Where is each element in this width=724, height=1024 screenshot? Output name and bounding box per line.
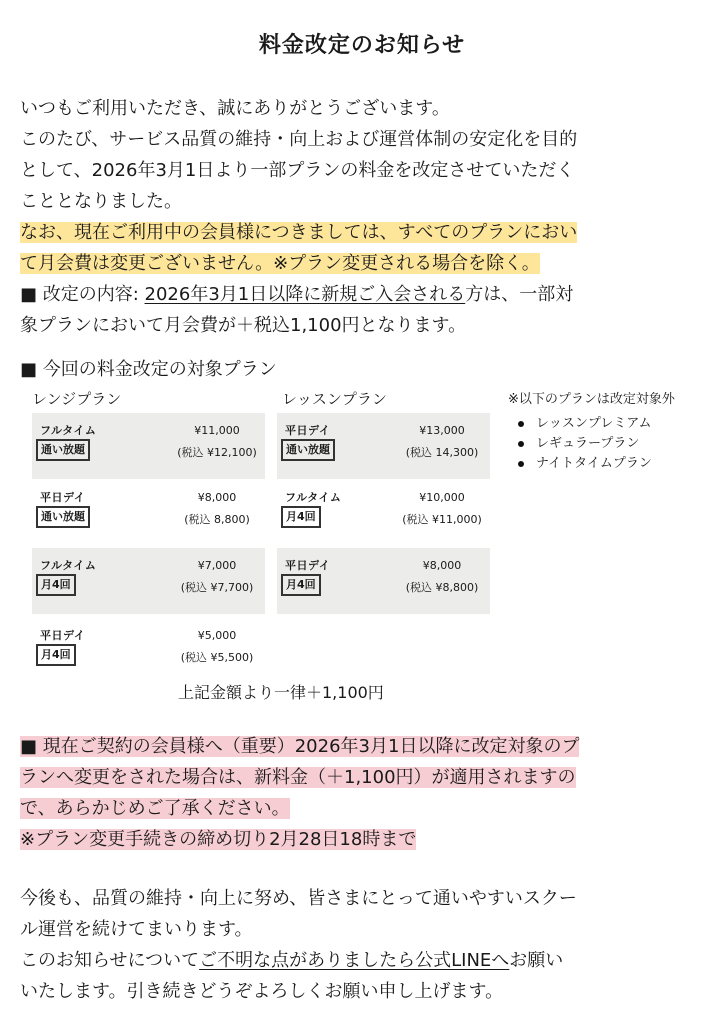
- highlighted-notice: て月会費は変更ございません。※プラン変更される場合を除く。: [20, 253, 540, 274]
- plan-badge: 月4回: [36, 644, 76, 666]
- plan-price: ¥10,000: [419, 491, 465, 504]
- intro-line: いつもご利用いただき、誠にありがとうございます。: [20, 98, 450, 119]
- plan-badge: 月4回: [281, 506, 321, 528]
- lesson-plan-heading: レッスンプラン: [282, 390, 387, 408]
- closing-line: ル運営を続けてまいります。: [20, 919, 253, 940]
- range-plan-heading: レンジプラン: [32, 390, 122, 408]
- range-plan-card: [32, 480, 265, 546]
- highlighted-notice: なお、現在ご利用中の会員様につきましては、すべてのプランにおい: [20, 222, 578, 243]
- important-line: で、あらかじめご了承ください。: [20, 798, 290, 819]
- notice-title: 料金改定のお知らせ: [258, 33, 466, 58]
- official-line-link[interactable]: ご不明な点がありましたら公式LINEへ: [199, 950, 510, 971]
- excluded-plan-item: ナイトタイムプラン: [510, 454, 652, 474]
- plan-name: 平日デイ: [40, 491, 86, 504]
- excluded-plan-item: レギュラープラン: [510, 434, 652, 454]
- lesson-plan-card: [277, 413, 490, 479]
- plan-name: 平日デイ: [285, 559, 331, 572]
- plans-section-title: ■ 今回の料金改定の対象プラン: [20, 359, 277, 380]
- plan-price: ¥11,000: [194, 424, 240, 437]
- plan-price: ¥13,000: [419, 424, 465, 437]
- closing-paragraph: [20, 883, 710, 1007]
- plan-badge: 月4回: [281, 574, 321, 596]
- intro-paragraph: [20, 93, 710, 341]
- excluded-plan-item: レッスンプレミアム: [510, 414, 652, 434]
- intro-line: このたび、サービス品質の維持・向上および運営体制の安定化を目的: [20, 129, 578, 150]
- new-member-condition: 2026年3月1日以降に新規ご入会される: [144, 284, 466, 305]
- plan-badge: 月4回: [36, 574, 76, 596]
- excluded-plans-heading: ※以下のプランは改定対象外: [508, 392, 675, 407]
- important-line: ■ 現在ご契約の会員様へ（重要）2026年3月1日以降に改定対象のプ: [20, 736, 580, 757]
- flat-increase-note: 上記金額より一律＋1,100円: [178, 683, 384, 702]
- important-line: ランへ変更をされた場合は、新料金（＋1,100円）が適用されますの: [20, 767, 576, 788]
- plan-name: 平日デイ: [40, 629, 86, 642]
- plan-name: フルタイム: [285, 491, 342, 504]
- plan-name: フルタイム: [40, 424, 97, 437]
- contact-text: お願い: [509, 950, 564, 971]
- plan-price-taxed: (税込 ¥11,000): [402, 513, 482, 526]
- range-plan-card: [32, 413, 265, 479]
- plan-price: ¥7,000: [197, 559, 237, 572]
- closing-line: いたします。引き続きどうぞよろしくお願い申し上げます。: [20, 981, 504, 1002]
- plan-price-taxed: (税込 8,800): [184, 513, 250, 526]
- plan-price-taxed: (税込 14,300): [405, 446, 479, 459]
- revision-text: 方は、一部対: [465, 284, 574, 305]
- intro-line: として、2026年3月1日より一部プランの料金を改定させていただく: [20, 160, 575, 181]
- intro-line: こととなりました。: [20, 191, 182, 212]
- important-notice: [20, 731, 710, 855]
- closing-line: 今後も、品質の維持・向上に努め、皆さまにとって通いやすいスクー: [20, 888, 577, 909]
- plan-name: フルタイム: [40, 559, 97, 572]
- range-plan-card: [32, 618, 265, 684]
- plan-price-taxed: (税込 ¥5,500): [180, 651, 254, 664]
- contact-text: このお知らせについて: [20, 950, 200, 971]
- plan-price-taxed: (税込 ¥7,700): [180, 581, 254, 594]
- range-plan-card: [32, 548, 265, 614]
- lesson-plan-card: [277, 480, 490, 546]
- contact-line: [20, 945, 710, 976]
- revision-label: ■ 改定の内容:: [20, 284, 145, 305]
- plan-price-taxed: (税込 ¥8,800): [405, 581, 479, 594]
- plan-badge: 通い放題: [36, 506, 90, 528]
- plan-badge: 通い放題: [36, 439, 90, 461]
- revision-content-line: [20, 279, 710, 310]
- plan-name: 平日デイ: [285, 424, 331, 437]
- deadline-line: ※プラン変更手続きの締め切り2月28日18時まで: [20, 829, 417, 850]
- plan-price: ¥8,000: [422, 559, 462, 572]
- lesson-plan-card: [277, 548, 490, 614]
- excluded-plans-list: [510, 414, 652, 474]
- plan-price-taxed: (税込 ¥12,100): [177, 446, 257, 459]
- plan-price: ¥8,000: [197, 491, 237, 504]
- plan-badge: 通い放題: [281, 439, 335, 461]
- intro-line: 象プランにおいて月会費が＋税込1,100円となります。: [20, 315, 467, 336]
- plan-price: ¥5,000: [197, 629, 237, 642]
